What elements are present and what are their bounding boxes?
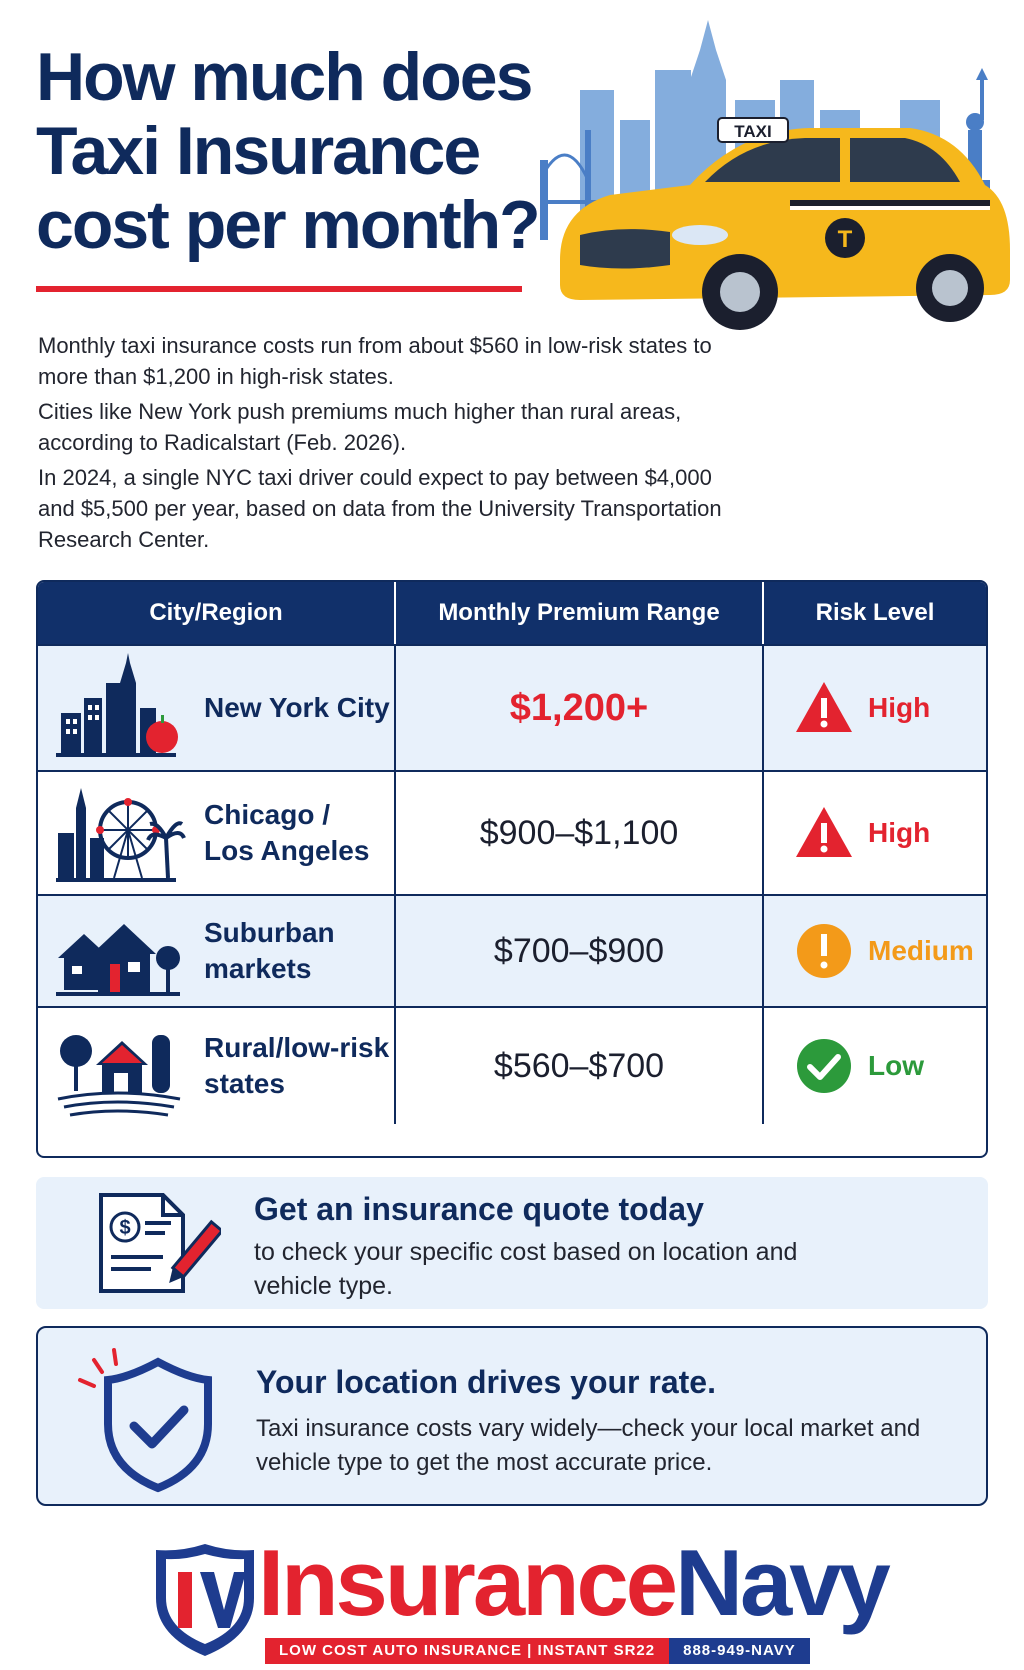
quote-text: to check your specific cost based on location and vehicle type. bbox=[254, 1238, 798, 1300]
region-name bbox=[204, 797, 369, 869]
region-name-line: Rural/low-risk bbox=[204, 1032, 390, 1063]
logo-tagline-bar bbox=[265, 1638, 810, 1664]
logo-word-insurance: Insurance bbox=[258, 1530, 676, 1635]
warning-triangle-icon bbox=[794, 803, 854, 863]
title-underline bbox=[36, 286, 522, 292]
page-title bbox=[36, 40, 556, 262]
shield-logo-icon bbox=[150, 1540, 260, 1660]
premium-value: $700–$900 bbox=[396, 896, 764, 1006]
title-line-3: cost per month? bbox=[36, 187, 539, 263]
farm-barn-icon bbox=[56, 1011, 186, 1121]
region-name-line: Los Angeles bbox=[204, 835, 370, 866]
title-line-1: How much does bbox=[36, 39, 532, 115]
region-cell bbox=[38, 646, 396, 770]
region-name bbox=[204, 690, 390, 726]
region-name bbox=[204, 1030, 389, 1102]
header-risk-level: Risk Level bbox=[815, 599, 935, 626]
location-title: Your location drives your rate. bbox=[256, 1364, 716, 1400]
region-cell bbox=[38, 1008, 396, 1124]
intro-paragraph: In 2024, a single NYC taxi driver could expect to pay between $4,000 and $5,500 per year, based on data from the University Transportation Research Center. bbox=[38, 465, 722, 552]
intro-paragraph: Monthly taxi insurance costs run from about $560 in low-risk states to more than $1,200 in high-risk states. bbox=[38, 333, 712, 389]
taxi-door-letter: T bbox=[837, 226, 853, 253]
location-callout bbox=[36, 1326, 988, 1506]
quote-title: Get an insurance quote today bbox=[254, 1191, 704, 1227]
taxi-city-illustration bbox=[540, 10, 1020, 340]
table-row bbox=[38, 1006, 986, 1124]
quote-document-pen-icon bbox=[91, 1187, 221, 1302]
exclamation-circle-icon bbox=[794, 921, 854, 981]
intro-text bbox=[38, 330, 738, 559]
table-row bbox=[38, 894, 986, 1006]
check-circle-icon bbox=[794, 1036, 854, 1096]
logo-wordmark bbox=[258, 1528, 888, 1638]
risk-label: High bbox=[868, 817, 931, 848]
risk-label: High bbox=[868, 692, 931, 723]
location-text: Taxi insurance costs vary widely—check your local market and vehicle type to get the most accurate price. bbox=[256, 1415, 921, 1476]
premium-table bbox=[36, 580, 988, 1158]
intro-paragraph: Cities like New York push premiums much higher than rural areas, according to Radicalstart (Feb. 2026). bbox=[38, 399, 682, 455]
suburban-houses-icon bbox=[56, 896, 186, 1006]
risk-label: Low bbox=[868, 1050, 924, 1081]
region-cell bbox=[38, 772, 396, 894]
risk-cell bbox=[764, 646, 986, 770]
shield-check-icon bbox=[68, 1338, 218, 1498]
region-name-line: states bbox=[204, 1068, 285, 1099]
region-name-line: markets bbox=[204, 953, 312, 984]
region-cell bbox=[38, 896, 396, 1006]
premium-value: $900–$1,100 bbox=[396, 772, 764, 894]
table-header bbox=[38, 582, 986, 644]
header-monthly-premium: Monthly Premium Range bbox=[396, 582, 764, 644]
header-city-region: City/Region bbox=[38, 582, 396, 644]
ferris-wheel-skyline-icon bbox=[56, 778, 186, 888]
quote-callout bbox=[36, 1177, 988, 1309]
region-name bbox=[204, 915, 335, 987]
taxi-roof-sign: TAXI bbox=[734, 122, 772, 141]
region-name-line: Chicago / bbox=[204, 799, 331, 830]
risk-cell bbox=[764, 1008, 986, 1124]
table-row bbox=[38, 644, 986, 770]
region-name-line: New York City bbox=[204, 692, 390, 723]
region-name-line: Suburban bbox=[204, 917, 335, 948]
table-row bbox=[38, 770, 986, 894]
logo-word-navy: Navy bbox=[675, 1530, 888, 1635]
logo-phone[interactable]: 888-949-NAVY bbox=[669, 1638, 810, 1664]
risk-cell bbox=[764, 896, 986, 1006]
risk-cell bbox=[764, 772, 986, 894]
title-line-2: Taxi Insurance bbox=[36, 113, 480, 189]
logo-tagline: LOW COST AUTO INSURANCE | INSTANT SR22 bbox=[265, 1638, 669, 1664]
warning-triangle-icon bbox=[794, 678, 854, 738]
svg-text:$: $ bbox=[119, 1217, 131, 1239]
insurancenavy-logo bbox=[150, 1530, 890, 1665]
risk-label: Medium bbox=[868, 935, 974, 966]
premium-value: $1,200+ bbox=[396, 646, 764, 770]
premium-value: $560–$700 bbox=[396, 1008, 764, 1124]
nyc-skyline-icon bbox=[56, 653, 186, 763]
